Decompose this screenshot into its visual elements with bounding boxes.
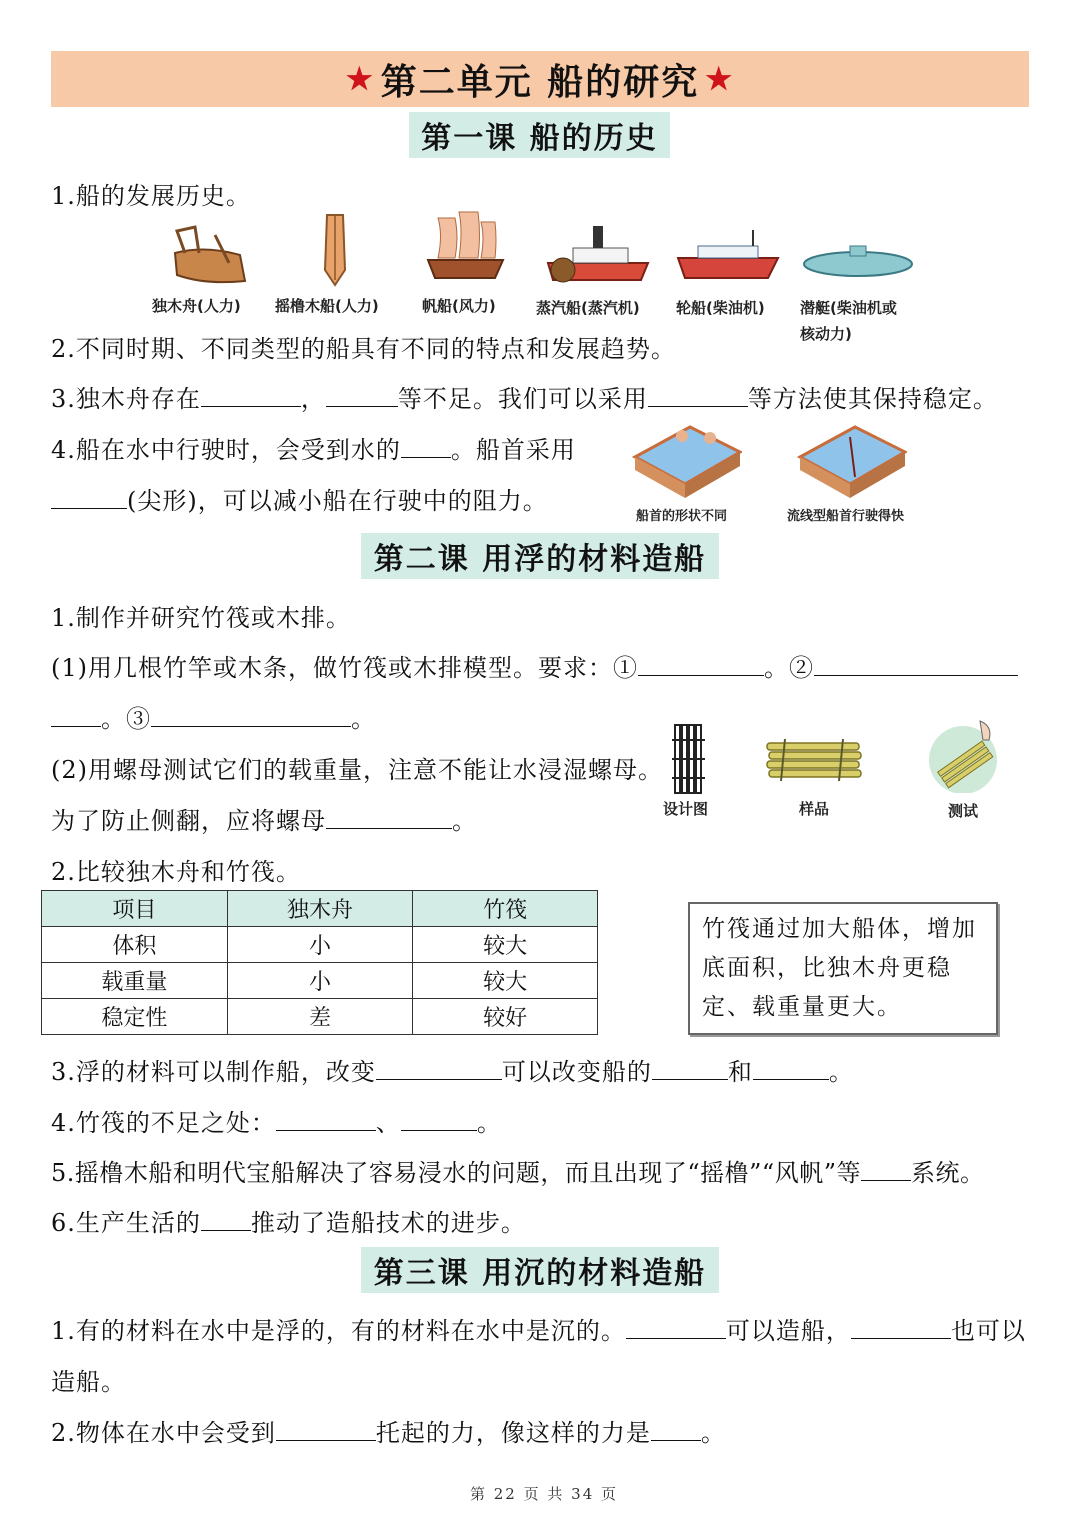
summary-note-box: 竹筏通过加大船体，增加底面积，比独木舟更稳定、载重量更大。 <box>688 902 998 1035</box>
table-cell: 体积 <box>42 927 228 963</box>
rowboat-image <box>315 210 355 290</box>
answer-blank[interactable] <box>401 1108 477 1131</box>
steamship-image <box>543 218 653 286</box>
lesson2-q1a-line1: (1)用几根竹竿或木条，做竹筏或木排模型。要求：① 。② <box>51 653 1018 683</box>
submarine-image <box>800 240 915 280</box>
table-cell: 稳定性 <box>42 999 228 1035</box>
boat-caption: 核动力) <box>800 325 852 343</box>
lesson3-q1-line2: 造船。 <box>51 1368 126 1396</box>
raft-caption: 测试 <box>948 802 979 820</box>
answer-blank[interactable] <box>51 704 101 727</box>
answer-blank[interactable] <box>276 1108 376 1131</box>
table-cell: 较大 <box>413 927 598 963</box>
lesson2-q1b: (2)用螺母测试它们的载重量，注意不能让水浸湿螺母。 <box>51 756 663 784</box>
unit-title-bar <box>51 51 1029 107</box>
table-cell: 差 <box>227 999 413 1035</box>
answer-blank[interactable] <box>376 1057 502 1080</box>
boat-caption: 摇橹木船(人力) <box>275 297 379 315</box>
answer-blank[interactable] <box>326 384 398 407</box>
sailboat-image <box>423 210 508 285</box>
answer-blank[interactable] <box>326 806 452 829</box>
table-cell: 载重量 <box>42 963 228 999</box>
lesson1-q4-line2: (尖形)，可以减小船在行驶中的阻力。 <box>51 486 548 516</box>
table-header-row <box>42 891 598 927</box>
lesson1-q3: 3.独木舟存在 ， 等不足。我们可以采用 等方法使其保持稳定。 <box>51 385 998 413</box>
lesson2-q1a-line2: 。③ 。 <box>51 704 376 734</box>
lesson3-q2: 2.物体在水中会受到 托起的力，像这样的力是 。 <box>51 1419 726 1447</box>
star-icon: ★ <box>345 61 375 97</box>
table-cell: 小 <box>227 963 413 999</box>
answer-blank[interactable] <box>151 704 351 727</box>
table-row <box>42 999 598 1035</box>
table-header-cell: 独木舟 <box>227 891 413 927</box>
star-icon: ★ <box>705 61 735 97</box>
answer-blank[interactable] <box>652 1057 728 1080</box>
lesson2-title: 第二课 用浮的材料造船 <box>361 533 719 579</box>
table-row <box>42 963 598 999</box>
bow-shape-experiment-image <box>630 422 742 502</box>
lesson2-q1: 1.制作并研究竹筏或木排。 <box>51 604 351 632</box>
answer-blank[interactable] <box>626 1316 726 1339</box>
lesson1-q4-line1: 4.船在水中行驶时，会受到水的 。船首采用 <box>51 436 576 464</box>
answer-blank[interactable] <box>851 1316 951 1339</box>
table-row <box>42 927 598 963</box>
lesson2-q4: 4.竹筏的不足之处： 、 。 <box>51 1109 502 1137</box>
lesson2-q6: 6.生产生活的 推动了造船技术的进步。 <box>51 1209 526 1237</box>
answer-blank[interactable] <box>861 1158 911 1181</box>
boat-caption: 蒸汽船(蒸汽机) <box>536 299 640 317</box>
streamline-bow-experiment-image <box>795 422 907 502</box>
ship-image <box>673 228 783 283</box>
answer-blank[interactable] <box>51 486 127 509</box>
page-number-footer: 第 22 页 共 34 页 <box>470 1485 619 1503</box>
figure-caption: 流线型船首行驶得快 <box>787 509 905 524</box>
raft-caption: 样品 <box>799 800 830 818</box>
answer-blank[interactable] <box>651 1418 701 1441</box>
lesson2-q5: 5.摇橹木船和明代宝船解决了容易浸水的问题，而且出现了“摇橹”“风帆”等 系统。 <box>51 1159 985 1187</box>
raft-design-image <box>672 722 706 796</box>
table-cell: 较好 <box>413 999 598 1035</box>
answer-blank[interactable] <box>201 384 301 407</box>
table-header-cell: 项目 <box>42 891 228 927</box>
raft-caption: 设计图 <box>663 800 709 818</box>
canoe-image <box>165 215 250 287</box>
unit-title: 第二单元 船的研究 <box>380 60 700 103</box>
comparison-table <box>41 890 598 1035</box>
table-header-cell: 竹筏 <box>413 891 598 927</box>
raft-test-image <box>925 718 1003 793</box>
answer-blank[interactable] <box>753 1057 829 1080</box>
table-cell: 较大 <box>413 963 598 999</box>
lesson1-q1: 1.船的发展历史。 <box>51 182 251 210</box>
boat-caption: 独木舟(人力) <box>152 297 241 315</box>
lesson1-title: 第一课 船的历史 <box>409 112 670 158</box>
lesson2-q1c: 为了防止侧翻，应将螺母 。 <box>51 807 477 835</box>
lesson3-title: 第三课 用沉的材料造船 <box>361 1247 719 1293</box>
answer-blank[interactable] <box>201 1208 251 1231</box>
lesson2-q2: 2.比较独木舟和竹筏。 <box>51 858 301 886</box>
figure-caption: 船首的形状不同 <box>636 509 728 524</box>
answer-blank[interactable] <box>276 1418 376 1441</box>
answer-blank[interactable] <box>401 435 451 458</box>
lesson1-q2: 2.不同时期、不同类型的船具有不同的特点和发展趋势。 <box>51 335 676 363</box>
lesson3-q1-line1: 1.有的材料在水中是浮的，有的材料在水中是沉的。 可以造船， 也可以 <box>51 1317 1026 1345</box>
raft-sample-image <box>765 735 865 783</box>
answer-blank[interactable] <box>814 653 1018 676</box>
answer-blank[interactable] <box>648 384 748 407</box>
table-cell: 小 <box>227 927 413 963</box>
lesson2-q3: 3.浮的材料可以制作船，改变 可以改变船的 和 。 <box>51 1058 854 1086</box>
boat-caption: 帆船(风力) <box>422 297 496 315</box>
boat-caption: 潜艇(柴油机或 <box>800 299 897 317</box>
boat-caption: 轮船(柴油机) <box>676 299 765 317</box>
answer-blank[interactable] <box>638 653 764 676</box>
